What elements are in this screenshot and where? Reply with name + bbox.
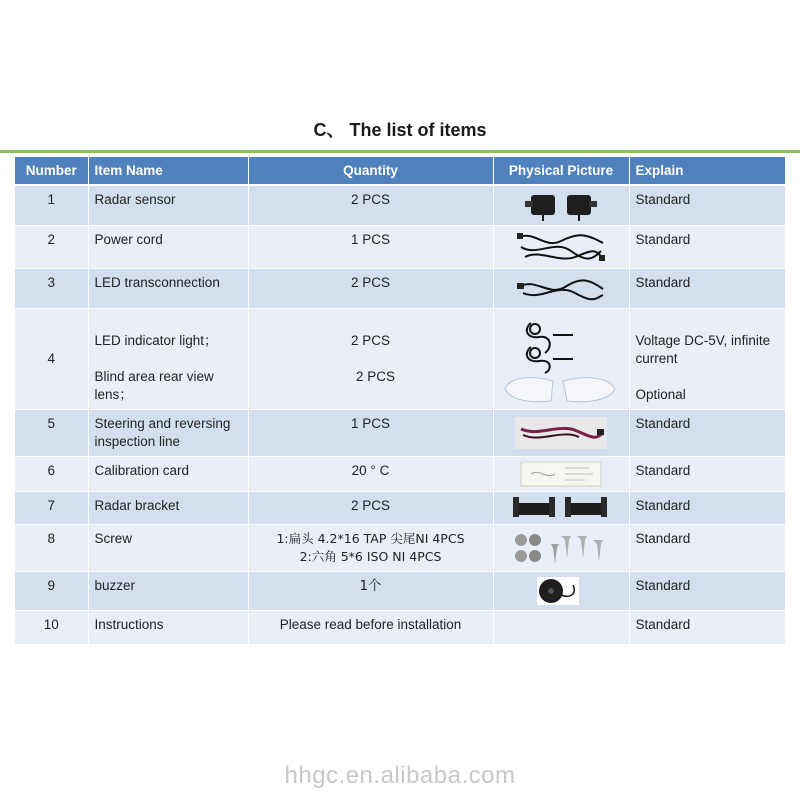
row-number: 3	[15, 268, 88, 308]
row-explain: Standard	[629, 225, 785, 268]
row-item-name	[88, 308, 248, 409]
calibration-card-photo-icon	[493, 456, 629, 491]
row-explain: Standard	[629, 524, 785, 571]
table-row	[15, 268, 785, 308]
screw-photo-icon	[493, 524, 629, 571]
items-table	[15, 157, 786, 645]
led-cable-photo-icon	[493, 268, 629, 308]
header-physical-picture: Physical Picture	[493, 157, 629, 185]
title-divider	[0, 150, 800, 153]
row-item-name-line2: Blind area rear view lens；	[94, 368, 214, 402]
row-number: 5	[15, 409, 88, 456]
row-explain-line1: Voltage DC-5V, infinite current	[635, 332, 771, 366]
header-explain: Explain	[629, 157, 785, 185]
radar-sensor-photo-icon	[493, 185, 629, 225]
row-item-name-line1: LED indicator light；	[94, 332, 218, 348]
buzzer-photo-icon	[493, 571, 629, 610]
watermark: hhgc.en.alibaba.com	[284, 762, 516, 789]
row-number: 9	[15, 571, 88, 610]
row-item-name: Radar sensor	[88, 185, 248, 225]
row-explain: Standard	[629, 610, 785, 644]
row-number: 7	[15, 491, 88, 524]
row-number: 10	[15, 610, 88, 644]
row-quantity: 1个	[248, 571, 493, 610]
table-header-row	[15, 157, 785, 185]
page-title: C、 The list of items	[313, 120, 487, 140]
row-number: 8	[15, 524, 88, 571]
row-picture-empty	[493, 610, 629, 644]
row-quantity: 2 PCS	[248, 185, 493, 225]
row-number: 1	[15, 185, 88, 225]
row-number: 4	[15, 308, 88, 409]
row-item-name: buzzer	[88, 571, 248, 610]
row-explain: Standard	[629, 491, 785, 524]
header-item-name: Item Name	[88, 157, 248, 185]
led-light-and-lens-photo-icon	[493, 308, 629, 409]
row-item-name: Screw	[88, 524, 248, 571]
row-explain: Standard	[629, 268, 785, 308]
header-quantity: Quantity	[248, 157, 493, 185]
row-quantity: 2 PCS	[248, 491, 493, 524]
row-explain: Standard	[629, 185, 785, 225]
row-item-name: Steering and reversing inspection line	[88, 409, 248, 456]
row-item-name: Instructions	[88, 610, 248, 644]
row-item-name: Calibration card	[88, 456, 248, 491]
row-item-name: Radar bracket	[88, 491, 248, 524]
row-quantity: 1 PCS	[248, 225, 493, 268]
table-row	[15, 571, 785, 610]
header-number: Number	[15, 157, 88, 185]
table-row	[15, 610, 785, 644]
row-quantity	[248, 308, 493, 409]
row-number: 6	[15, 456, 88, 491]
row-quantity: Please read before installation	[248, 610, 493, 644]
row-quantity-line2: 2 PCS	[355, 368, 396, 384]
table-row	[15, 524, 785, 571]
row-quantity	[248, 524, 493, 571]
row-item-name: LED transconnection	[88, 268, 248, 308]
table-row	[15, 308, 785, 409]
row-quantity-line1: 2 PCS	[350, 332, 391, 348]
table-row	[15, 185, 785, 225]
row-explain: Standard	[629, 571, 785, 610]
table-row	[15, 491, 785, 524]
row-quantity: 2 PCS	[248, 268, 493, 308]
row-explain	[629, 308, 785, 409]
bracket-photo-icon	[493, 491, 629, 524]
table-row	[15, 225, 785, 268]
table-row	[15, 409, 785, 456]
row-quantity: 20 ° C	[248, 456, 493, 491]
row-number: 2	[15, 225, 88, 268]
table-row	[15, 456, 785, 491]
inspection-line-photo-icon	[493, 409, 629, 456]
row-quantity-line2: 2:六角 5*6 ISO NI 4PCS	[299, 548, 442, 564]
row-explain: Standard	[629, 456, 785, 491]
row-quantity: 1 PCS	[248, 409, 493, 456]
power-cord-photo-icon	[493, 225, 629, 268]
row-quantity-line1: 1:扁头 4.2*16 TAP 尖尾NI 4PCS	[276, 530, 465, 546]
row-item-name: Power cord	[88, 225, 248, 268]
row-explain: Standard	[629, 409, 785, 456]
row-explain-line2: Optional	[635, 386, 686, 402]
